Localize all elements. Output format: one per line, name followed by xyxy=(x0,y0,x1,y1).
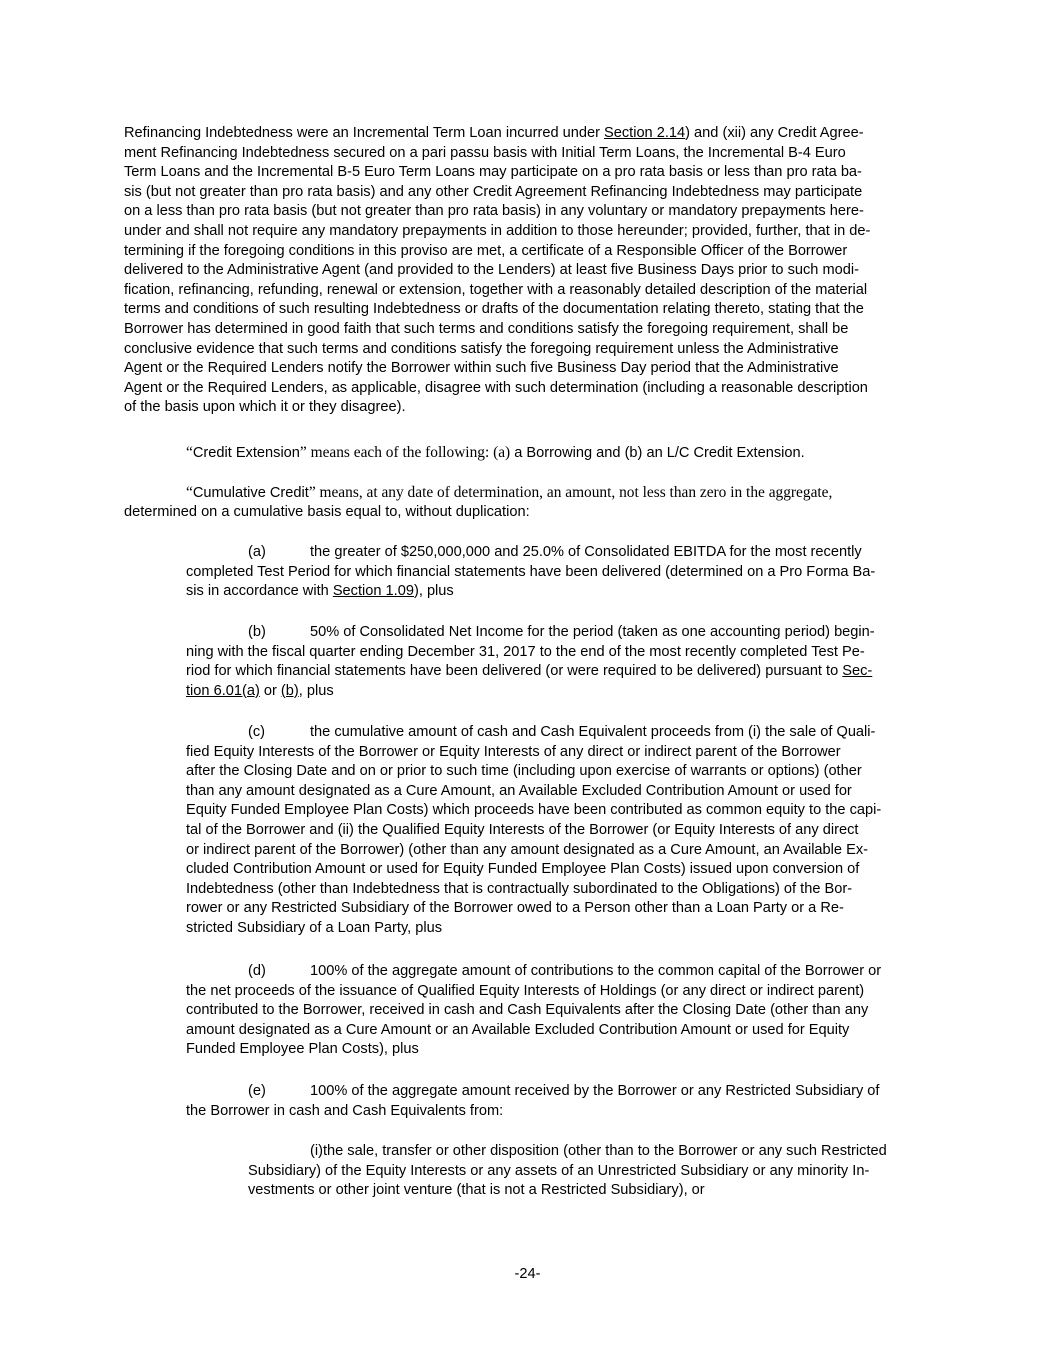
item-label: (c) xyxy=(248,724,266,740)
item-text: , plus xyxy=(298,682,334,699)
item-text: 100% of the aggregate amount of contributions to the common capital of the Borrower or the net proceeds of the issuance of Qualified Equity Interests of Holdings (or any direct or indirect parent) contributed to the Borrower, received in cash and Cash Equivalents after the Closing Date (other than any amount designated as a Cure Amount or an Available Excluded Contribution Amount or used for Equity Funded Employee Plan Costs), plus xyxy=(186,963,882,1058)
item-text: 100% of the aggregate amount received by the Borrower or any Restricted Subsidiary of the Borrower in cash and Cash Equivalents from: xyxy=(186,1083,880,1119)
definition-text: determined on a cumulative basis equal to, without duplication: xyxy=(124,504,530,520)
list-item-b xyxy=(186,623,929,701)
item-text: the cumulative amount of cash and Cash Equivalent proceeds from (i) the sale of Quali- fied Equity Interests of the Borrower or Equity Interests of any direct or indirect parent of the Borrower after the Closing Date and on or prior to such time (including upon exercise of warrants or options) (other than any amount designated as a Cure Amount, an Available Excluded Contribution Amount or used for Equity Funded Employee Plan Costs) which proceeds have been contributed as common equity to the capi- tal of the Borrower and (ii) the Qualified Equity Interests of the Borrower (or Equity Interests of any direct or indirect parent of the Borrower) (other than any amount designated as a Cure Amount, an Available Ex- cluded Contribution Amount or used for Equity Funded Employee Plan Costs) issued upon conversion of Indebtedness (other than Indebtedness that is contractually subordinated to the Obligations) of the Bor- rower or any Restricted Subsidiary of the Borrower owed to a Person other than a Loan Party or a Re- stricted Subsidiary of a Loan Party, plus xyxy=(186,724,882,936)
item-label: (d) xyxy=(248,963,266,979)
list-item-d xyxy=(186,962,929,1060)
item-label: (a) xyxy=(248,544,266,560)
item-text: 50% of Consolidated Net Income for the period (taken as one accounting period) begin- ning with the fiscal quarter ending December 31, 2017 to the end of the most recently completed Test Pe- riod for which financial statements have been delivered (or were required to be delivered) pursuant to xyxy=(186,624,875,680)
page-number: -24- xyxy=(514,1266,541,1282)
section-reference-link: Section 2.14 xyxy=(604,125,686,141)
item-text: the sale, transfer or other disposition (other than to the Borrower or any such Restricted Subsidiary) of the Equity Interests or any assets of an Unrestricted Subsidiary or any minority In- vestments or other joint venture (that is not a Restricted Subsidiary), or xyxy=(248,1143,887,1199)
open-quote: “ xyxy=(186,484,193,501)
section-reference-link: Section 1.09 xyxy=(332,583,414,600)
item-label: (b) xyxy=(248,624,266,640)
item-label: (e) xyxy=(248,1083,266,1099)
definition-lead: ” means, at any date of determination, an amount, not less than zero in the aggregate, xyxy=(308,484,833,501)
item-text: ), plus xyxy=(413,583,454,600)
section-reference-link: Sec- tion 6.01(a) xyxy=(186,663,873,699)
item-label: (i) xyxy=(310,1143,323,1159)
item-text: the greater of $250,000,000 and 25.0% of Consolidated EBITDA for the most recently completed Test Period for which financial statements have been delivered (determined on a Pro Forma Ba- sis in accordance with xyxy=(186,544,876,600)
list-item-c xyxy=(186,723,929,939)
defined-term: Cumulative Credit xyxy=(192,485,309,501)
defined-term: Credit Extension xyxy=(192,445,300,461)
definition-cumulative-credit-continued xyxy=(124,503,929,523)
list-item-e-i xyxy=(248,1142,929,1201)
list-item-a xyxy=(186,543,929,602)
definition-lead: ” means each of the following: (a) xyxy=(299,444,511,461)
definition-credit-extension xyxy=(124,443,929,464)
section-reference-link: (b) xyxy=(280,682,299,699)
list-item-e xyxy=(186,1082,929,1121)
paragraph-text: ) and (xii) any Credit Agree- ment Refinancing Indebtedness secured on a pari passu basis with Initial Term Loans, the Incremental B-4 Euro Term Loans and the Incremental B-5 Euro Term Loans may participate on a pro rata basis or less than pro rata ba- sis (but not greater than pro rata basis) and any other Credit Agreement Refinancing Indebtedness may participate on a less than pro rata basis (but not greater than pro rata basis) in any voluntary or mandatory prepayments here- under and shall not require any mandatory prepayments in addition to those hereunder; provided, further, that in de- termining if the foregoing conditions in this proviso are met, a certificate of a Responsible Officer of the Borrower delivered to the Administrative Agent (and provided to the Lenders) at least five Business Days prior to such modi- fication, refinancing, refunding, renewal or extension, together with a reasonably detailed description of the material terms and conditions of such resulting Indebtedness or drafts of the documentation relating thereto, stating that the Borrower has determined in good faith that such terms and conditions satisfy the foregoing requirement, shall be conclusive evidence that such terms and conditions satisfy the foregoing requirement unless the Administrative Agent or the Required Lenders notify the Borrower within such five Business Day period that the Administrative Agent or the Required Lenders, as applicable, disagree with such determination (including a reasonable description of the basis upon which it or they disagree). xyxy=(124,125,871,416)
definition-text: a Borrowing and (b) an L/C Credit Extension. xyxy=(510,445,805,461)
item-text: or xyxy=(259,682,281,699)
open-quote: “ xyxy=(186,444,193,461)
paragraph-refinancing-indebtedness xyxy=(124,124,929,418)
definition-cumulative-credit xyxy=(124,483,929,504)
paragraph-text: Refinancing Indebtedness were an Incremental Term Loan incurred under xyxy=(124,125,604,141)
